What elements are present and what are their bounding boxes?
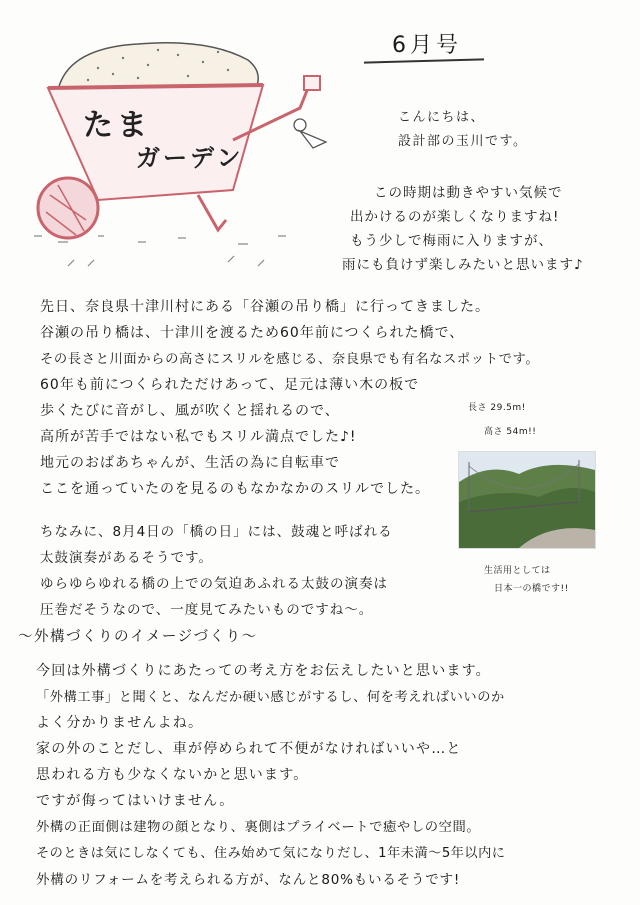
intro-line: 雨にも負けず楽しみたいと思います♪: [342, 257, 584, 273]
story-line: 60年も前につくられただけあって、足元は薄い木の板で: [40, 377, 420, 393]
exterior-line: 思われる方も少なくないかと思います。: [36, 767, 309, 783]
story-line: 高所が苦手ではない私でもスリル満点でした♪!: [40, 429, 357, 445]
intro-line: もう少しで梅雨に入りますが、: [350, 233, 553, 249]
photo-caption-line: 生活用としては: [484, 566, 551, 576]
suspension-bridge-photo: [458, 451, 596, 549]
exterior-line: 外構の正面側は建物の顔となり、裏側はプライベートで癒やしの空間。: [36, 820, 481, 835]
story-line: 谷瀬の吊り橋は、十津川を渡るため60年前につくられた橋で、: [40, 325, 465, 341]
logo-title-line1: たま: [83, 108, 151, 143]
story-line: 地元のおばあちゃんが、生活の為に自転車で: [40, 455, 340, 471]
exterior-line: ですが侮ってはいけません。: [36, 793, 235, 809]
festival-line: 圧巻だそうなので、一度見てみたいものですね～。: [40, 602, 374, 618]
festival-line: ゆらゆらゆれる橋の上での気迫あふれる太鼓の演奏は: [40, 576, 388, 592]
festival-line: 太鼓演奏があるそうです。: [40, 550, 213, 566]
tama-garden-logo: [28, 30, 338, 284]
exterior-line: 「外構工事」と聞くと、なんだか硬い感じがするし、何を考えればいいのか: [36, 690, 505, 705]
story-line: その長さと川面からの高さにスリルを感じる、奈良県でも有名なスポットです。: [40, 352, 540, 367]
exterior-line: 今回は外構づくりにあたっての考え方をお伝えしたいと思います。: [36, 663, 491, 679]
issue-underline: [364, 58, 484, 63]
intro-line: 出かけるのが楽しくなりますね!: [350, 209, 560, 225]
exterior-line: 家の外のことだし、車が停められて不便がなければいいや…と: [36, 741, 462, 757]
bridge-length-note: 長さ 29.5m!: [468, 403, 526, 413]
greeting-line: こんにちは、: [398, 110, 486, 125]
festival-line: ちなみに、8月4日の「橋の日」には、鼓魂と呼ばれる: [40, 524, 393, 540]
exterior-line: 外構のリフォームを考えられる方が、なんと80%もいるそうです!: [36, 872, 461, 888]
issue-label: 6月号: [392, 33, 462, 58]
story-line: ここを通っていたのを見るのもなかなかのスリルでした。: [40, 481, 430, 497]
photo-caption-line: 日本一の橋です!!: [494, 584, 569, 594]
story-line: 歩くたびに音がし、風が吹くと揺れるので、: [40, 403, 340, 419]
wave-decoration: 〜: [241, 629, 258, 645]
intro-line: この時期は動きやすい気候で: [374, 185, 563, 201]
section-title-text: 外構づくりのイメージづくり: [34, 629, 242, 645]
exterior-line: そのときは気にしなくても、住み始めて気になりだし、1年未満～5年以内に: [36, 846, 506, 861]
section-title: [18, 625, 258, 646]
story-line: 先日、奈良県十津川村にある「谷瀬の吊り橋」に行ってきました。: [40, 299, 490, 315]
exterior-line: よく分かりませんよね。: [36, 715, 204, 731]
logo-title-line2: ガーデン: [136, 144, 244, 172]
greeting-line: 設計部の玉川です。: [398, 134, 528, 149]
bridge-height-note: 高さ 54m!!: [484, 427, 537, 437]
wave-decoration: 〜: [18, 629, 34, 645]
